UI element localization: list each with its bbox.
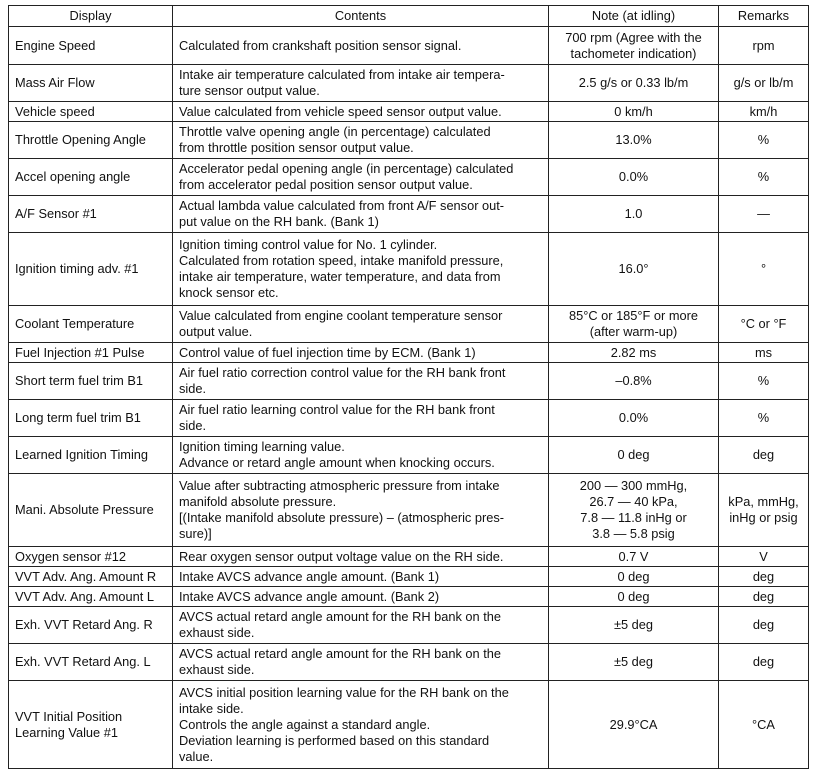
table-row xyxy=(9,437,809,474)
cell-remarks: ° xyxy=(719,233,809,306)
cell-display: VVT Adv. Ang. Amount L xyxy=(9,587,173,607)
cell-contents: AVCS actual retard angle amount for the RH bank on the exhaust side. xyxy=(173,644,549,681)
cell-display: Exh. VVT Retard Ang. R xyxy=(9,607,173,644)
table-row xyxy=(9,567,809,587)
cell-contents: Intake AVCS advance angle amount. (Bank 2) xyxy=(173,587,549,607)
cell-remarks: — xyxy=(719,196,809,233)
cell-contents: Actual lambda value calculated from front A/F sensor out- put value on the RH bank. (Bank 1) xyxy=(173,196,549,233)
cell-remarks: rpm xyxy=(719,27,809,65)
table-row xyxy=(9,474,809,547)
table-row xyxy=(9,159,809,196)
cell-display: Short term fuel trim B1 xyxy=(9,363,173,400)
cell-remarks: deg xyxy=(719,567,809,587)
table-row xyxy=(9,343,809,363)
cell-remarks: km/h xyxy=(719,102,809,122)
cell-display: Ignition timing adv. #1 xyxy=(9,233,173,306)
cell-note: 29.9°CA xyxy=(549,681,719,769)
cell-note: 0 km/h xyxy=(549,102,719,122)
cell-note: 16.0° xyxy=(549,233,719,306)
table-row xyxy=(9,27,809,65)
cell-display: A/F Sensor #1 xyxy=(9,196,173,233)
header-contents: Contents xyxy=(173,6,549,27)
cell-remarks: °CA xyxy=(719,681,809,769)
cell-remarks: °C or °F xyxy=(719,306,809,343)
cell-contents: AVCS initial position learning value for the RH bank on the intake side. Controls the angle against a standard angle. Deviation learning is performed based on this standard value. xyxy=(173,681,549,769)
cell-note: 0.0% xyxy=(549,400,719,437)
cell-contents: Air fuel ratio correction control value for the RH bank front side. xyxy=(173,363,549,400)
cell-remarks: kPa, mmHg, inHg or psig xyxy=(719,474,809,547)
table-row xyxy=(9,65,809,102)
table-row xyxy=(9,587,809,607)
cell-display: VVT Initial Position Learning Value #1 xyxy=(9,681,173,769)
cell-note: ±5 deg xyxy=(549,607,719,644)
cell-contents: Air fuel ratio learning control value for the RH bank front side. xyxy=(173,400,549,437)
cell-note: –0.8% xyxy=(549,363,719,400)
cell-display: Fuel Injection #1 Pulse xyxy=(9,343,173,363)
cell-note: 85°C or 185°F or more (after warm-up) xyxy=(549,306,719,343)
table-row xyxy=(9,681,809,769)
cell-note: 0 deg xyxy=(549,437,719,474)
cell-display: VVT Adv. Ang. Amount R xyxy=(9,567,173,587)
cell-note: 700 rpm (Agree with the tachometer indication) xyxy=(549,27,719,65)
cell-contents: Ignition timing control value for No. 1 cylinder. Calculated from rotation speed, intake manifold pressure, intake air temperature, water temperature, and data from knock sensor etc. xyxy=(173,233,549,306)
table-row xyxy=(9,102,809,122)
cell-display: Oxygen sensor #12 xyxy=(9,547,173,567)
cell-note: 0.0% xyxy=(549,159,719,196)
cell-display: Exh. VVT Retard Ang. L xyxy=(9,644,173,681)
cell-contents: Throttle valve opening angle (in percentage) calculated from throttle position sensor output value. xyxy=(173,122,549,159)
cell-note: 13.0% xyxy=(549,122,719,159)
cell-note: 2.5 g/s or 0.33 lb/m xyxy=(549,65,719,102)
cell-display: Mani. Absolute Pressure xyxy=(9,474,173,547)
cell-note: 0 deg xyxy=(549,587,719,607)
cell-contents: Calculated from crankshaft position sensor signal. xyxy=(173,27,549,65)
cell-note: 0 deg xyxy=(549,567,719,587)
cell-display: Throttle Opening Angle xyxy=(9,122,173,159)
header-display: Display xyxy=(9,6,173,27)
header-remarks: Remarks xyxy=(719,6,809,27)
cell-remarks: % xyxy=(719,400,809,437)
cell-contents: Intake AVCS advance angle amount. (Bank 1) xyxy=(173,567,549,587)
table-row xyxy=(9,400,809,437)
cell-remarks: V xyxy=(719,547,809,567)
cell-remarks: deg xyxy=(719,644,809,681)
cell-note: 1.0 xyxy=(549,196,719,233)
cell-display: Mass Air Flow xyxy=(9,65,173,102)
cell-contents: Value after subtracting atmospheric pressure from intake manifold absolute pressure. [(Intake manifold absolute pressure) – (atmospheric pres- sure)] xyxy=(173,474,549,547)
cell-display: Accel opening angle xyxy=(9,159,173,196)
table-row xyxy=(9,363,809,400)
cell-contents: AVCS actual retard angle amount for the RH bank on the exhaust side. xyxy=(173,607,549,644)
table-row xyxy=(9,122,809,159)
cell-display: Vehicle speed xyxy=(9,102,173,122)
cell-note: 2.82 ms xyxy=(549,343,719,363)
table-row xyxy=(9,547,809,567)
cell-remarks: ms xyxy=(719,343,809,363)
cell-remarks: % xyxy=(719,122,809,159)
header-row xyxy=(9,6,809,27)
cell-remarks: % xyxy=(719,363,809,400)
cell-display: Long term fuel trim B1 xyxy=(9,400,173,437)
cell-contents: Intake air temperature calculated from intake air tempera- ture sensor output value. xyxy=(173,65,549,102)
cell-remarks: % xyxy=(719,159,809,196)
cell-remarks: deg xyxy=(719,587,809,607)
cell-note: 200 — 300 mmHg, 26.7 — 40 kPa, 7.8 — 11.8 inHg or 3.8 — 5.8 psig xyxy=(549,474,719,547)
data-monitor-table xyxy=(8,5,809,769)
cell-remarks: deg xyxy=(719,607,809,644)
cell-contents: Ignition timing learning value. Advance or retard angle amount when knocking occurs. xyxy=(173,437,549,474)
table-row xyxy=(9,306,809,343)
cell-display: Learned Ignition Timing xyxy=(9,437,173,474)
table-row xyxy=(9,644,809,681)
cell-contents: Value calculated from vehicle speed sensor output value. xyxy=(173,102,549,122)
cell-remarks: g/s or lb/m xyxy=(719,65,809,102)
cell-contents: Control value of fuel injection time by ECM. (Bank 1) xyxy=(173,343,549,363)
header-note: Note (at idling) xyxy=(549,6,719,27)
cell-display: Coolant Temperature xyxy=(9,306,173,343)
cell-remarks: deg xyxy=(719,437,809,474)
table-row xyxy=(9,233,809,306)
cell-contents: Value calculated from engine coolant temperature sensor output value. xyxy=(173,306,549,343)
cell-contents: Rear oxygen sensor output voltage value on the RH side. xyxy=(173,547,549,567)
table-row xyxy=(9,196,809,233)
cell-contents: Accelerator pedal opening angle (in percentage) calculated from accelerator pedal position sensor output value. xyxy=(173,159,549,196)
cell-display: Engine Speed xyxy=(9,27,173,65)
table-row xyxy=(9,607,809,644)
cell-note: ±5 deg xyxy=(549,644,719,681)
cell-note: 0.7 V xyxy=(549,547,719,567)
